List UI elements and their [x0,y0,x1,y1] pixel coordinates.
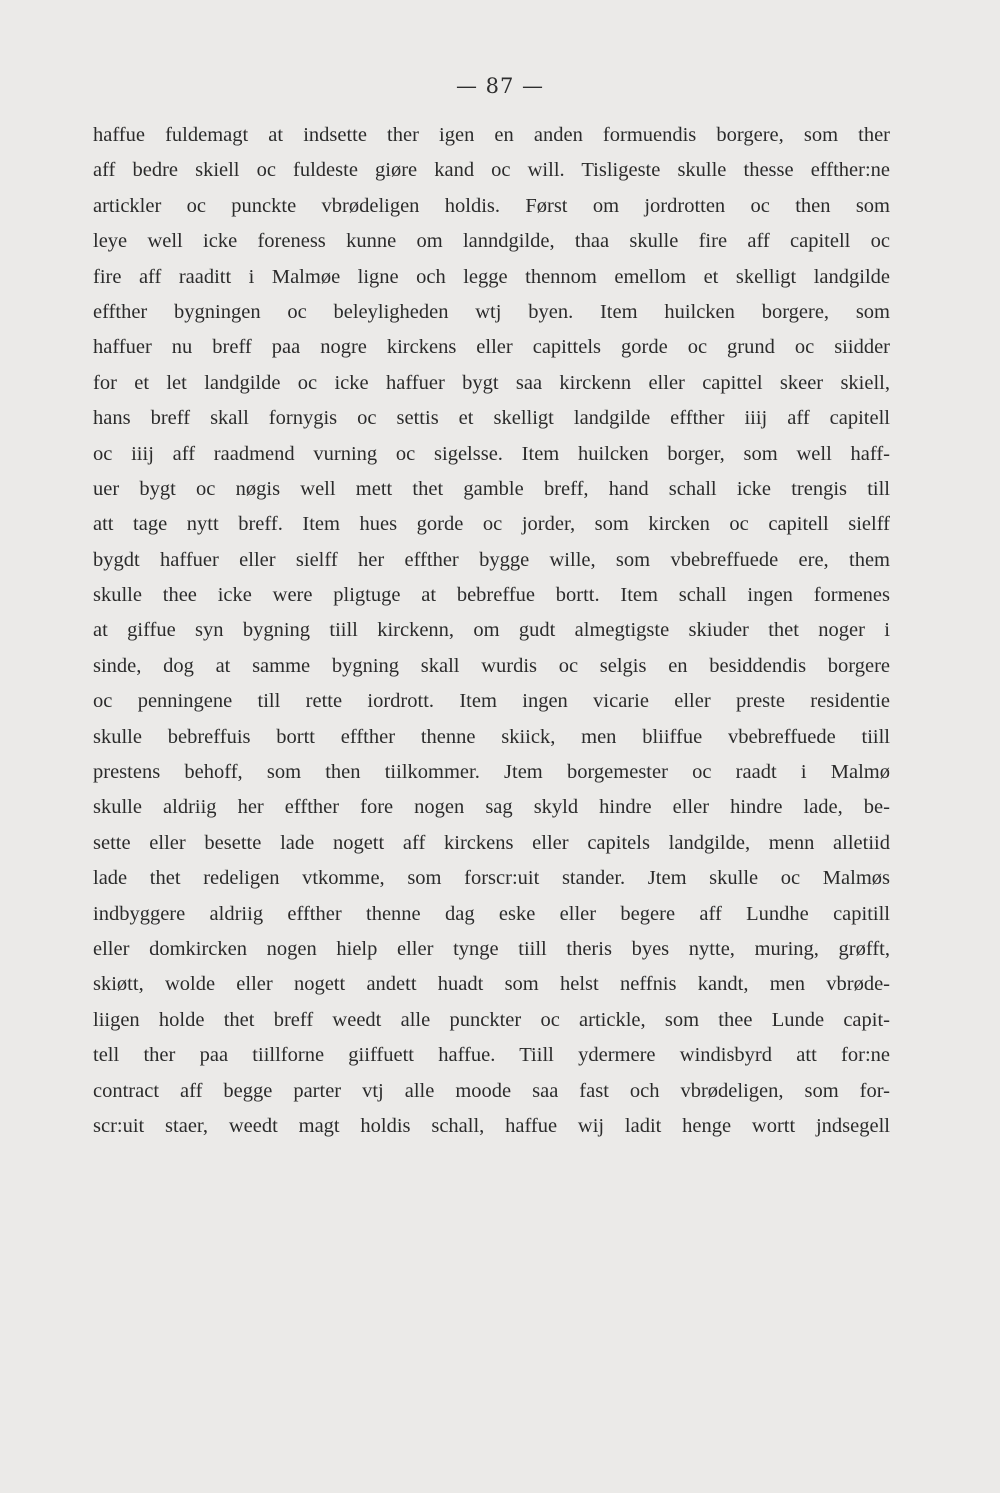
text-line: eller domkircken nogen hielp eller tynge tiill theris byes nytte, muring, grøfft, [93,937,890,960]
text-line: at giffue syn bygning tiill kirckenn, om gudt almegtigste skiuder thet noger i [93,619,890,642]
text-line: skiøtt, wolde eller nogett andett huadt som helst neffnis kandt, men vbrøde- [93,973,890,996]
body-text [93,118,890,1144]
text-line: leye well icke foreness kunne om lanndgilde, thaa skulle fire aff capitell oc [93,230,890,253]
text-line: skulle bebreffuis bortt effther thenne skiick, men bliiffue vbebreffuede tiill [93,725,890,748]
text-line: lade thet redeligen vtkomme, som forscr:uit stander. Jtem skulle oc Malmøs [93,867,890,890]
text-line: aff bedre skiell oc fuldeste giøre kand oc will. Tisligeste skulle thesse effther:ne [93,159,890,182]
text-line: indbyggere aldriig effther thenne dag eske eller begere aff Lundhe capitill [93,902,890,925]
text-line: liigen holde thet breff weedt alle punckter oc artickle, som thee Lunde capit- [93,1008,890,1031]
text-line: uer bygt oc nøgis well mett thet gamble breff, hand schall icke trengis till [93,477,890,500]
text-line: artickler oc punckte vbrødeligen holdis. Først om jordrotten oc then som [93,194,890,217]
text-line: sette eller besette lade nogett aff kirckens eller capitels landgilde, menn alletiid [93,831,890,854]
text-line: oc iiij aff raadmend vurning oc sigelsse. Item huilcken borger, som well haff- [93,442,890,465]
text-line: oc penningene till rette iordrott. Item ingen vicarie eller preste residentie [93,690,890,713]
text-line: skulle thee icke were pligtuge at bebreffue bortt. Item schall ingen formenes [93,584,890,607]
text-line: tell ther paa tiillforne giiffuett haffue. Tiill ydermere windisbyrd att for:ne [93,1044,890,1067]
text-line: prestens behoff, som then tiilkommer. Jtem borgemester oc raadt i Malmø [93,761,890,784]
text-line: haffuer nu breff paa nogre kirckens eller capittels gorde oc grund oc siidder [93,336,890,359]
text-line: att tage nytt breff. Item hues gorde oc jorder, som kircken oc capitell sielff [93,513,890,536]
text-line: haffue fuldemagt at indsette ther igen en anden formuendis borgere, som ther [93,124,890,146]
text-line: sinde, dog at samme bygning skall wurdis oc selgis en besiddendis borgere [93,654,890,677]
text-line: scr:uit staer, weedt magt holdis schall, haffue wij ladit henge wortt jndsegell [93,1114,890,1137]
text-line: fire aff raaditt i Malmøe ligne och legge thennom emellom et skelligt landgilde [93,265,890,288]
page-number: — 87 — [455,74,545,98]
text-line: effther bygningen oc beleyligheden wtj byen. Item huilcken borgere, som [93,300,890,323]
text-line: contract aff begge parter vtj alle moode saa fast och vbrødeligen, som for- [93,1079,890,1102]
text-line: skulle aldriig her effther fore nogen sag skyld hindre eller hindre lade, be- [93,796,890,819]
text-line: bygdt haffuer eller sielff her effther bygge wille, som vbebreffuede ere, them [93,548,890,571]
text-line: for et let landgilde oc icke haffuer bygt saa kirckenn eller capittel skeer skiell, [93,371,890,394]
text-line: hans breff skall fornygis oc settis et skelligt landgilde effther iiij aff capitell [93,407,890,430]
